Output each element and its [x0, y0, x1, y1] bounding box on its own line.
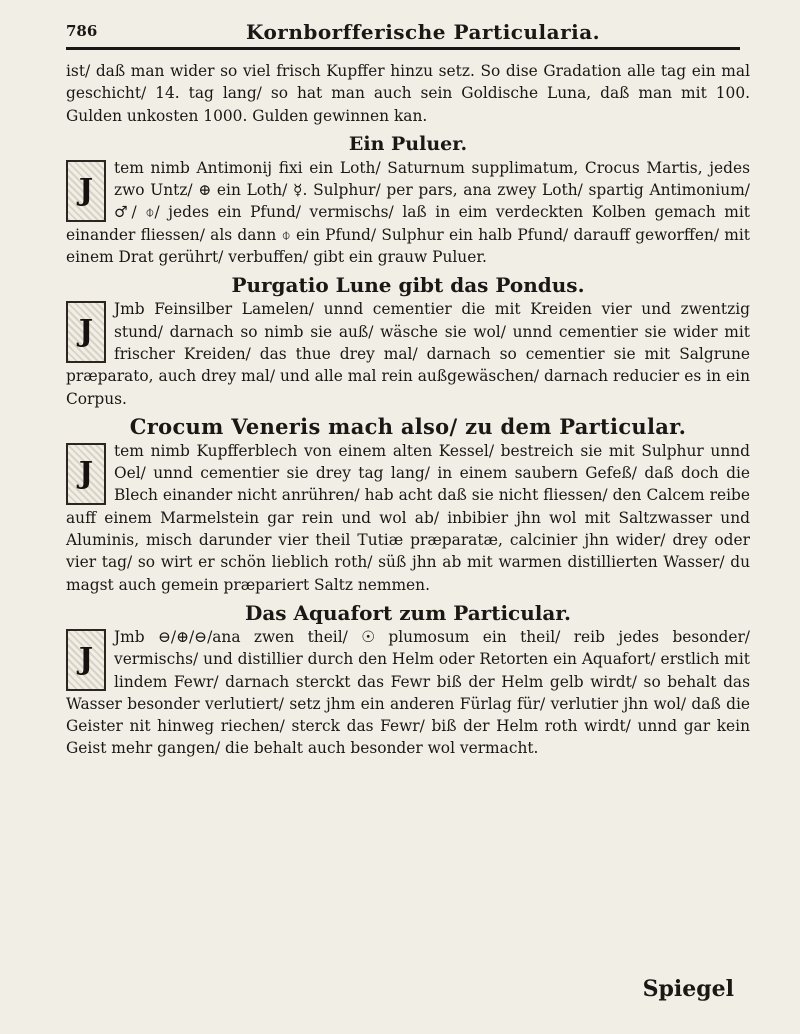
section-text: tem nimb Antimonij fixi ein Loth/ Saturnum supplimatum, Crocus Martis, jedes zwo Untz/ ⊕ ein Loth/ ☿. Sulphur/ per pars, ana zwey Loth/ spartig Antimonium/ ♂/ ⌽/ jedes ein Pfund/ vermischs/ laß in eim verdeckten Kolben gemach mit einander fliessen/ als dann ⌽ ein Pfund/ Sulphur ein halb Pfund/ darauff geworffen/ mit einem Drat gerührt/ verbuffen/ gibt ein grauw Puluer. — [66, 158, 750, 267]
section-text: tem nimb Kupfferblech von einem alten Kessel/ bestreich sie mit Sulphur unnd Oel/ unnd cementier sie drey tag lang/ in einem saubern Gefeß/ daß doch die Blech einander nicht anrühren/ hab acht daß sie nicht fliessen/ den Calcem reibe auff einem Marmelstein gar rein und wol ab/ inbibier jhn wol mit Saltzwasser und Aluminis, misch darunder vier theil Tutiæ præparatæ, calcinier jhn wider/ drey oder vier tag/ so wirt er schön lieblich roth/ süß jhn ab mit warmen distillierten Wasser/ du magst auch gemein præpariert Saltz nemmen. — [66, 441, 750, 594]
section-heading-purgatio: Purgatio Lune gibt das Pondus. — [231, 273, 585, 298]
section-heading-puluer: Ein Puluer. — [348, 132, 468, 155]
section-text: Jmb ⊖/⊕/⊖/ana zwen theil/ ☉ plumosum ein theil/ reib jedes besonder/ vermischs/ und distillier durch den Helm oder Retorten ein Aquafort/ erstlich mit lindem Fewr/ darnach sterckt das Fewr biß der Helm gelb wirdt/ so behalt das Wasser besonder verlutiert/ setz jhm ein anderen Fürlag für/ verlutier jhn wol/ daß die Geister nit hinweg riechen/ sterck das Fewr/ biß der Helm roth wirdt/ unnd gar kein Geist mehr gangen/ die behalt auch besonder wol vermacht. — [66, 627, 750, 758]
section-heading-aquafort: Das Aquafort zum Particular. — [244, 600, 571, 625]
catchword: Spiegel — [642, 976, 734, 1002]
dropcap-ornament-icon: J — [66, 301, 106, 363]
section-text: Jmb Feinsilber Lamelen/ unnd cementier die mit Kreiden vier und zwentzig stund/ darnach so nimb sie auß/ wäsche sie wol/ unnd cementier sie wider mit frischer Kreiden/ das thue drey mal/ darnach so cementier sie mit Salgrune præparato, auch drey mal/ und alle mal rein außgewäschen/ darnach reducier es in ein Corpus. — [66, 300, 750, 408]
section-body-purgatio — [66, 298, 750, 409]
running-title: Kornborfferische Particularia. — [246, 20, 601, 44]
intro-paragraph: ist/ daß man wider so viel frisch Kupffer hinzu setz. So dise Gradation alle tag ein mal geschicht/ 14. tag lang/ so hat man auch sein Goldische Luna, daß man mit 100. Gulden unkosten 1000. Gulden gewinnen kan. — [66, 62, 750, 125]
running-head — [66, 20, 740, 50]
page-number: 786 — [66, 22, 98, 40]
dropcap-ornament-icon: J — [66, 629, 106, 691]
dropcap-ornament-icon: J — [66, 443, 106, 505]
section-heading-crocum: Crocum Veneris mach also/ zu dem Particular. — [129, 413, 687, 439]
dropcap-ornament-icon: J — [66, 160, 106, 222]
section-body-crocum — [66, 440, 750, 596]
section-body-aquafort — [66, 626, 750, 760]
section-body-puluer — [66, 157, 750, 268]
header-rule — [66, 47, 740, 50]
